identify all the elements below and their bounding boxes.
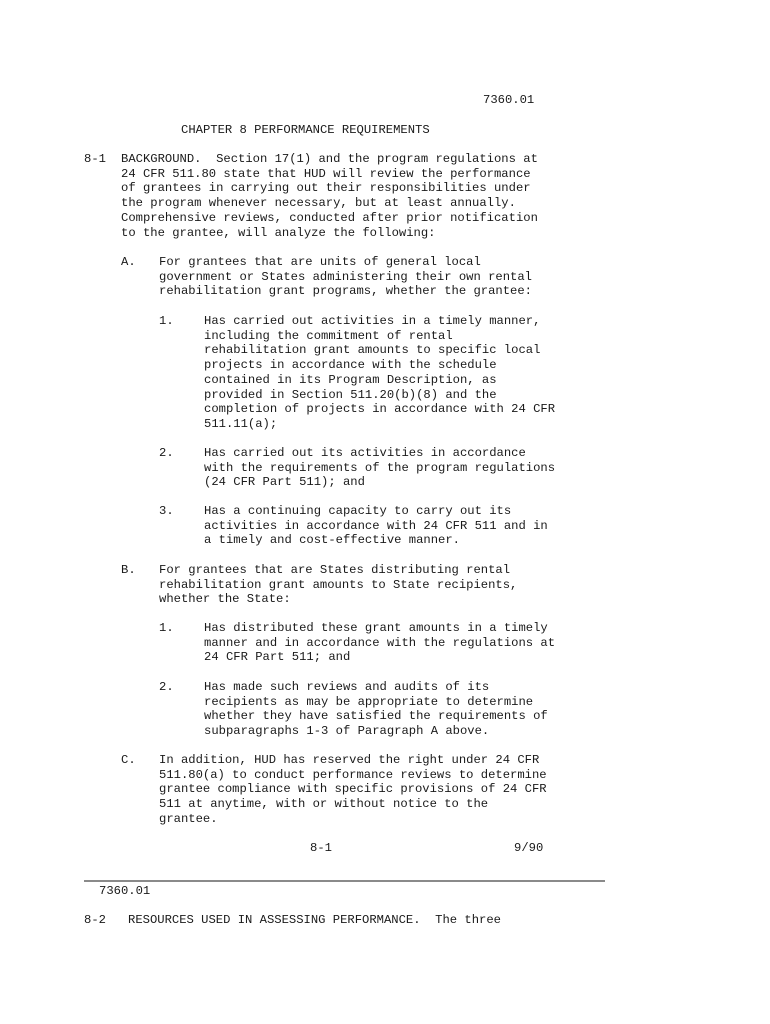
revision-date: 9/90 [514, 841, 544, 855]
body-line: contained in its Program Description, as [204, 372, 497, 387]
body-line: grantee compliance with specific provisions of 24 CFR [159, 782, 547, 797]
para-c-label: C. [121, 753, 136, 767]
body-line: grantee. [159, 811, 218, 826]
body-line: of grantees in carrying out their responsibilities under [121, 181, 531, 196]
body-line: Has carried out activities in a timely manner, [204, 314, 541, 328]
next-page-doc-number: 7360.01 [99, 884, 151, 898]
section-8-2-heading: RESOURCES USED IN ASSESSING PERFORMANCE. The three [128, 913, 501, 927]
body-line: rehabilitation grant amounts to State recipients, [159, 577, 518, 592]
body-line: including the commitment of rental [204, 328, 453, 343]
section-number-8-1: 8-1 [84, 152, 106, 166]
body-line: whether they have satisfied the requirements of [204, 709, 548, 724]
body-line: government or States administering their own rental [159, 269, 532, 284]
body-line: For grantees that are States distributing rental [159, 563, 511, 577]
doc-number: 7360.01 [483, 93, 535, 107]
body-line: subparagraphs 1-3 of Paragraph A above. [204, 724, 490, 739]
body-line: whether the State: [159, 592, 291, 607]
body-line: 511 at anytime, with or without notice to the [159, 797, 489, 812]
body-line: 511.80(a) to conduct performance reviews to determine [159, 767, 547, 782]
body-line: with the requirements of the program regulations [204, 460, 556, 475]
body-line: Has a continuing capacity to carry out its [204, 504, 512, 518]
section-number-8-2: 8-2 [84, 913, 106, 927]
body-line: Comprehensive reviews, conducted after prior notification [121, 210, 538, 225]
body-line: rehabilitation grant programs, whether the grantee: [159, 284, 532, 299]
body-line: activities in accordance with 24 CFR 511 and in [204, 518, 548, 533]
body-line: projects in accordance with the schedule [204, 358, 497, 373]
para-b-label: B. [121, 563, 136, 577]
body-line: BACKGROUND. Section 17(1) and the program regulations at [121, 152, 538, 166]
body-line: recipients as may be appropriate to determine [204, 694, 534, 709]
body-line: For grantees that are units of general local [159, 255, 481, 269]
body-line: In addition, HUD has reserved the right under 24 CFR [159, 753, 540, 767]
body-line: 24 CFR 511.80 state that HUD will review the performance [121, 166, 531, 181]
page-number: 8-1 [310, 841, 332, 855]
body-line: Has made such reviews and audits of its [204, 680, 490, 694]
chapter-title: CHAPTER 8 PERFORMANCE REQUIREMENTS [181, 123, 430, 137]
body-line: 24 CFR Part 511; and [204, 650, 351, 665]
body-line: 511.11(a); [204, 416, 278, 431]
body-line: Has distributed these grant amounts in a timely [204, 621, 548, 635]
item-label: 1. [159, 314, 174, 328]
body-line: completion of projects in accordance with 24 CFR [204, 402, 556, 417]
item-label: 2. [159, 446, 174, 460]
body-line: provided in Section 511.20(b)(8) and the [204, 387, 497, 402]
body-line: a timely and cost-effective manner. [204, 533, 460, 548]
body-line: manner and in accordance with the regulations at [204, 635, 556, 650]
item-label: 3. [159, 504, 174, 518]
item-label: 1. [159, 621, 174, 635]
para-a-label: A. [121, 255, 136, 269]
item-label: 2. [159, 680, 174, 694]
body-line: the program whenever necessary, but at least annually. [121, 196, 516, 211]
body-line: Has carried out its activities in accordance [204, 446, 526, 460]
page-divider [84, 880, 605, 882]
body-line: rehabilitation grant amounts to specific local [204, 343, 541, 358]
body-line: to the grantee, will analyze the following: [121, 225, 436, 240]
body-line: (24 CFR Part 511); and [204, 475, 365, 490]
